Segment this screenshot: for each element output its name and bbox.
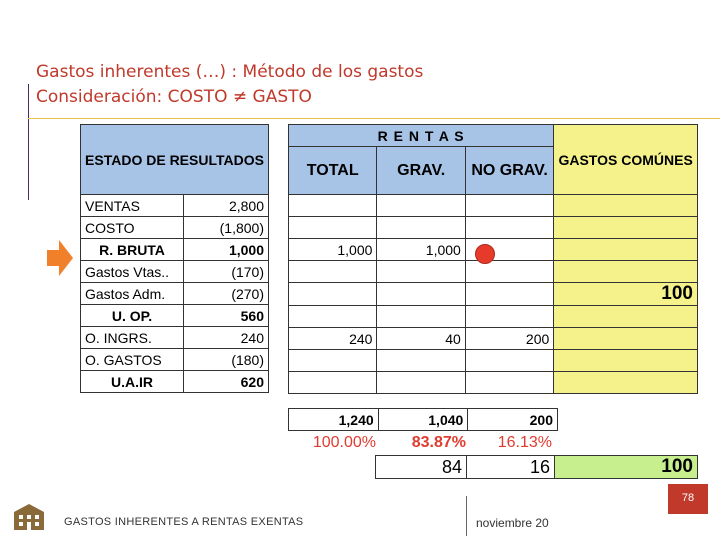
row-value: 560 bbox=[184, 305, 269, 327]
rbruta-grav: 1,000 bbox=[377, 239, 465, 261]
prop-nograv: 16 bbox=[467, 456, 555, 479]
prop-grav: 84 bbox=[376, 456, 467, 479]
row-label: VENTAS bbox=[81, 195, 184, 217]
rentas-header: R E N T A S bbox=[289, 125, 554, 147]
table-row bbox=[289, 372, 698, 394]
table-row bbox=[289, 306, 698, 328]
footer-divider bbox=[466, 496, 467, 536]
row-label: Gastos Adm. bbox=[81, 283, 184, 305]
row-label: COSTO bbox=[81, 217, 184, 239]
col-nograv-header: NO GRAV. bbox=[465, 147, 553, 195]
footer-title: GASTOS INHERENTES A RENTAS EXENTAS bbox=[64, 516, 304, 528]
pct-nograv: 16.13% bbox=[497, 434, 552, 451]
col-grav-header: GRAV. bbox=[377, 147, 465, 195]
pct-total: 100.00% bbox=[312, 434, 376, 451]
totals-table bbox=[288, 408, 558, 431]
gastos-comunes-value: 100 bbox=[554, 283, 698, 306]
table-row bbox=[81, 327, 269, 349]
page-number: 78 bbox=[668, 484, 708, 514]
table-row bbox=[289, 328, 698, 350]
table-row bbox=[81, 283, 269, 305]
col-total-header: TOTAL bbox=[289, 147, 377, 195]
oingrs-nograv: 200 bbox=[465, 328, 553, 350]
row-label: U.A.IR bbox=[81, 371, 184, 393]
table-row bbox=[81, 305, 269, 327]
table-row bbox=[81, 371, 269, 393]
table-row bbox=[81, 261, 269, 283]
row-label: O. GASTOS bbox=[81, 349, 184, 371]
row-value: 1,000 bbox=[184, 239, 269, 261]
table-row bbox=[289, 283, 698, 306]
table-row bbox=[81, 349, 269, 371]
table-row bbox=[81, 217, 269, 239]
building-logo-icon bbox=[12, 502, 46, 532]
row-value: (170) bbox=[184, 261, 269, 283]
row-value: (180) bbox=[184, 349, 269, 371]
title-accent-line bbox=[28, 84, 29, 200]
total-sum: 1,240 bbox=[289, 409, 379, 431]
footer-date: noviembre 20 bbox=[476, 516, 549, 530]
pct-grav: 83.87% bbox=[411, 434, 466, 451]
row-label: Gastos Vtas.. bbox=[81, 261, 184, 283]
estado-header: ESTADO DE RESULTADOS bbox=[81, 125, 269, 195]
row-label: R. BRUTA bbox=[81, 239, 184, 261]
row-value: (270) bbox=[184, 283, 269, 305]
red-dot-icon bbox=[475, 244, 495, 264]
oingrs-grav: 40 bbox=[377, 328, 465, 350]
table-row bbox=[289, 217, 698, 239]
title-line-1: Gastos inherentes (…) : Método de los gastos bbox=[36, 62, 424, 82]
row-label: U. OP. bbox=[81, 305, 184, 327]
gastos-comunes-header: GASTOS COMÚNES bbox=[554, 125, 698, 195]
table-row bbox=[289, 261, 698, 283]
row-value: 2,800 bbox=[184, 195, 269, 217]
arrow-right-icon bbox=[47, 238, 73, 278]
proportion-table bbox=[375, 455, 698, 479]
row-value: (1,800) bbox=[184, 217, 269, 239]
table-row bbox=[81, 239, 269, 261]
slide-title bbox=[36, 60, 423, 110]
rbruta-total: 1,000 bbox=[289, 239, 377, 261]
prop-gastos: 100 bbox=[555, 456, 698, 479]
grav-sum: 1,040 bbox=[378, 409, 468, 431]
estado-resultados-table bbox=[80, 124, 269, 393]
table-row bbox=[289, 409, 558, 431]
oingrs-total: 240 bbox=[289, 328, 377, 350]
row-value: 620 bbox=[184, 371, 269, 393]
table-row bbox=[81, 195, 269, 217]
row-label: O. INGRS. bbox=[81, 327, 184, 349]
title-line-2: Consideración: COSTO ≠ GASTO bbox=[36, 87, 312, 107]
title-underline bbox=[28, 118, 720, 119]
table-row bbox=[289, 195, 698, 217]
table-row bbox=[289, 350, 698, 372]
row-value: 240 bbox=[184, 327, 269, 349]
table-row bbox=[376, 456, 698, 479]
nograv-sum: 200 bbox=[468, 409, 558, 431]
